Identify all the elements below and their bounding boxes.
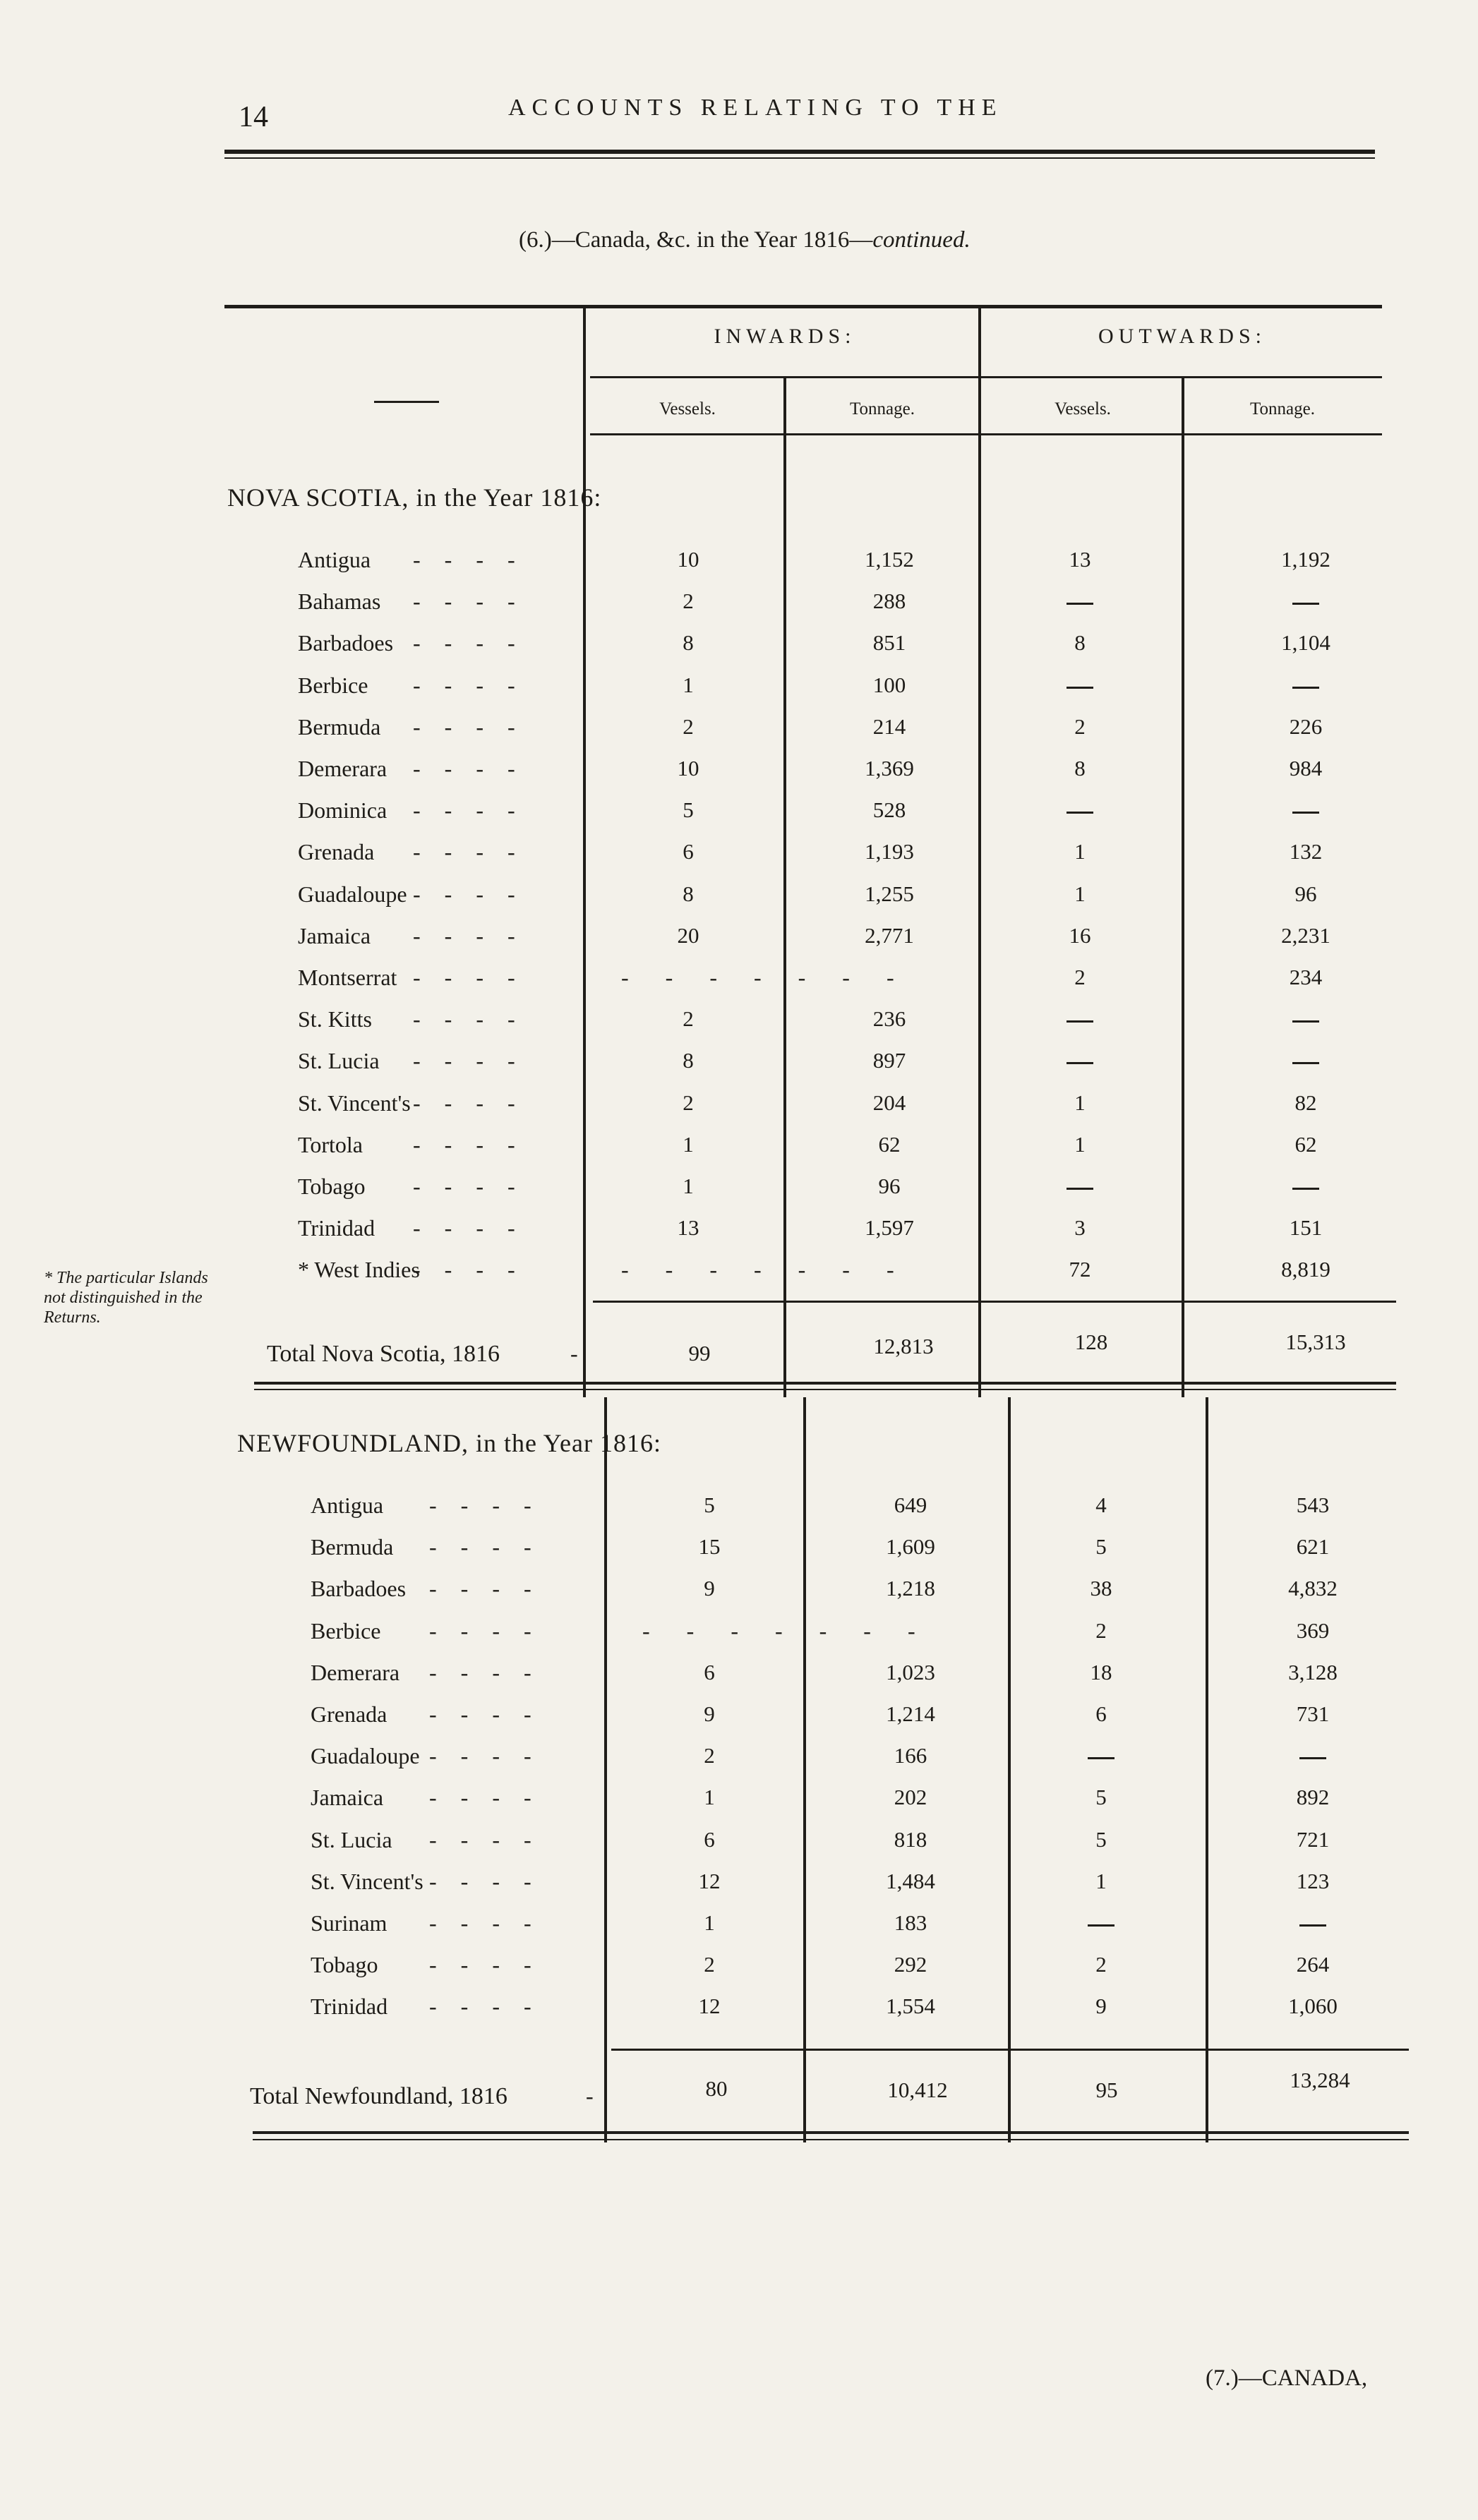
table-cell: 4,832 bbox=[1288, 1576, 1338, 1600]
empty-cell-dash bbox=[1292, 1020, 1319, 1023]
place-name: Antigua bbox=[298, 547, 371, 572]
table-cell: 8 bbox=[683, 881, 694, 906]
inwards-tonnage-header: Tonnage. bbox=[850, 399, 915, 418]
place-name: Bermuda bbox=[311, 1534, 394, 1560]
table-cell: 2 bbox=[683, 1006, 694, 1031]
table-cell: 1,152 bbox=[865, 547, 914, 572]
table-cell: 236 bbox=[872, 1006, 906, 1031]
leader-dots: ---- bbox=[413, 1132, 539, 1157]
column-rule bbox=[1008, 1397, 1011, 2142]
place-name: Berbice bbox=[298, 673, 368, 698]
place-name: Grenada bbox=[298, 839, 375, 864]
leader-dots: ---- bbox=[429, 1493, 555, 1518]
table-cell: 6 bbox=[704, 1660, 715, 1684]
place-name: Tortola bbox=[298, 1132, 363, 1157]
table-cell: 96 bbox=[878, 1174, 901, 1198]
leader-dots: ---- bbox=[413, 756, 539, 781]
nova-scotia-total-rule-bottom bbox=[254, 1382, 1396, 1385]
leader-dots: ---- bbox=[429, 1910, 555, 1936]
table-cell: 1,369 bbox=[865, 756, 914, 780]
newfoundland-total-rule-bottom bbox=[253, 2131, 1409, 2134]
place-name: Demerara bbox=[298, 756, 387, 781]
header-rule-thick bbox=[224, 150, 1375, 154]
place-name: St. Lucia bbox=[298, 1048, 380, 1073]
newfoundland-heading: NEWFOUNDLAND, in the Year 1816: bbox=[237, 1429, 661, 1457]
leader-dots: ---- bbox=[429, 1534, 555, 1560]
place-name: Bahamas bbox=[298, 589, 381, 614]
table-cell: 8 bbox=[683, 630, 694, 655]
table-cell: 214 bbox=[872, 714, 906, 739]
table-cell: 1 bbox=[704, 1910, 715, 1935]
total-cell: 12,813 bbox=[873, 1334, 934, 1358]
table-cell: 2 bbox=[1074, 965, 1086, 989]
table-cell: 621 bbox=[1296, 1534, 1330, 1559]
table-cell: 15 bbox=[698, 1534, 721, 1559]
table-cell: 204 bbox=[872, 1090, 906, 1115]
place-name: Montserrat bbox=[298, 965, 397, 990]
table-cell: 1 bbox=[1074, 881, 1086, 906]
catchword: (7.)—CANADA, bbox=[1206, 2365, 1368, 2391]
empty-cell-dash bbox=[1299, 1924, 1326, 1927]
table-cell: 1 bbox=[1074, 1090, 1086, 1115]
page-number: 14 bbox=[239, 101, 268, 133]
footnote: * The particular Islands not distinguished in the Returns. bbox=[44, 1269, 208, 1327]
table-cell: 2 bbox=[704, 1743, 715, 1768]
total-cell: 128 bbox=[1074, 1330, 1108, 1354]
place-name: Barbadoes bbox=[311, 1576, 407, 1601]
leader-dots: ---- bbox=[413, 673, 539, 698]
table-cell: 20 bbox=[677, 923, 699, 948]
place-name: Berbice bbox=[311, 1618, 381, 1644]
place-name: Demerara bbox=[311, 1660, 400, 1685]
nova-scotia-total-label: Total Nova Scotia, 1816 bbox=[267, 1341, 500, 1367]
table-cell: 100 bbox=[872, 673, 906, 697]
table-cell: 123 bbox=[1296, 1869, 1330, 1893]
table-cell: 226 bbox=[1289, 714, 1323, 739]
table-cell: 16 bbox=[1069, 923, 1091, 948]
newfoundland-total-label: Total Newfoundland, 1816 bbox=[250, 2083, 507, 2109]
table-cell: 2 bbox=[704, 1952, 715, 1977]
leader-dots: ---- bbox=[413, 797, 539, 823]
column-rule bbox=[1206, 1397, 1208, 2142]
table-top-rule bbox=[224, 305, 1382, 308]
table-cell: 2,231 bbox=[1281, 923, 1330, 948]
blank-leader-dots: ------- bbox=[621, 1257, 931, 1282]
table-cell: 132 bbox=[1289, 839, 1323, 864]
leader-dots: - bbox=[570, 1341, 602, 1366]
table-cell: 8 bbox=[1074, 756, 1086, 780]
running-head: ACCOUNTS RELATING TO THE bbox=[508, 95, 1003, 121]
table-cell: 5 bbox=[1095, 1534, 1107, 1559]
table-cell: 72 bbox=[1069, 1257, 1091, 1282]
empty-cell-dash bbox=[1067, 603, 1093, 605]
place-name: Grenada bbox=[311, 1701, 387, 1727]
table-cell: 1 bbox=[683, 1174, 694, 1198]
table-cell: 528 bbox=[872, 797, 906, 822]
empty-cell-dash bbox=[1299, 1757, 1326, 1759]
empty-cell-dash bbox=[1088, 1924, 1114, 1927]
leader-dots: ---- bbox=[429, 1994, 555, 2019]
table-cell: 62 bbox=[878, 1132, 901, 1157]
table-cell: 1 bbox=[1095, 1869, 1107, 1893]
table-cell: 721 bbox=[1296, 1827, 1330, 1852]
table-cell: 3,128 bbox=[1288, 1660, 1338, 1684]
table-cell: 2 bbox=[1095, 1618, 1107, 1643]
table-cell: 1,104 bbox=[1281, 630, 1330, 655]
leader-dots: ---- bbox=[429, 1576, 555, 1601]
table-cell: 292 bbox=[894, 1952, 927, 1977]
empty-cell-dash bbox=[1292, 812, 1319, 814]
leader-dots: ---- bbox=[413, 1215, 539, 1241]
empty-cell-dash bbox=[1292, 687, 1319, 689]
table-cell: 2,771 bbox=[865, 923, 914, 948]
nova-scotia-heading: NOVA SCOTIA, in the Year 1816: bbox=[227, 483, 602, 512]
outwards-group-header: OUTWARDS: bbox=[1098, 325, 1266, 348]
blank-leader-dots: ------- bbox=[621, 965, 931, 990]
table-cell: 6 bbox=[683, 839, 694, 864]
leader-dots: ---- bbox=[429, 1827, 555, 1852]
table-cell: 1 bbox=[683, 673, 694, 697]
leader-dots: ---- bbox=[413, 1174, 539, 1199]
column-rule bbox=[978, 305, 981, 1397]
table-cell: 18 bbox=[1090, 1660, 1112, 1684]
leader-dots: ---- bbox=[413, 839, 539, 864]
total-cell: 99 bbox=[688, 1341, 711, 1365]
column-rule bbox=[803, 1397, 806, 2142]
place-name: St. Vincent's bbox=[298, 1090, 411, 1116]
table-cell: 1,023 bbox=[886, 1660, 935, 1684]
table-cell: 12 bbox=[698, 1869, 721, 1893]
table-cell: 6 bbox=[704, 1827, 715, 1852]
empty-cell-dash bbox=[1292, 1062, 1319, 1064]
table-cell: 897 bbox=[872, 1048, 906, 1073]
table-cell: 1 bbox=[683, 1132, 694, 1157]
table-cell: 892 bbox=[1296, 1785, 1330, 1809]
table-cell: 5 bbox=[683, 797, 694, 822]
leader-dots: ---- bbox=[429, 1785, 555, 1810]
leader-dots: ---- bbox=[413, 1257, 539, 1282]
total-cell: 15,313 bbox=[1285, 1330, 1346, 1354]
empty-cell-dash bbox=[1067, 1188, 1093, 1190]
table-cell: 1,193 bbox=[865, 839, 914, 864]
leader-dots: ---- bbox=[413, 589, 539, 614]
table-cell: 1,218 bbox=[886, 1576, 935, 1600]
table-cell: 851 bbox=[872, 630, 906, 655]
place-name: Tobago bbox=[311, 1952, 378, 1977]
leader-dots: ---- bbox=[413, 630, 539, 656]
column-rule bbox=[604, 1397, 607, 2142]
total-cell: 10,412 bbox=[887, 2078, 948, 2102]
leader-dots: ---- bbox=[429, 1618, 555, 1644]
leader-dots: ---- bbox=[413, 923, 539, 948]
table-cell: 2 bbox=[683, 1090, 694, 1115]
table-cell: 1,060 bbox=[1288, 1994, 1338, 2018]
place-name: Bermuda bbox=[298, 714, 381, 740]
place-name: Antigua bbox=[311, 1493, 384, 1518]
table-cell: 4 bbox=[1095, 1493, 1107, 1517]
table-cell: 3 bbox=[1074, 1215, 1086, 1240]
table-cell: 731 bbox=[1296, 1701, 1330, 1726]
table-cell: 5 bbox=[1095, 1785, 1107, 1809]
table-cell: 12 bbox=[698, 1994, 721, 2018]
table-cell: 369 bbox=[1296, 1618, 1330, 1643]
table-cell: 2 bbox=[683, 714, 694, 739]
newfoundland-total-rule-top bbox=[611, 2049, 1409, 2051]
leader-dots: ---- bbox=[413, 547, 539, 572]
group-header-rule bbox=[590, 376, 1382, 378]
leader-dots: ---- bbox=[413, 714, 539, 740]
table-cell: 183 bbox=[894, 1910, 927, 1935]
place-name: Guadaloupe bbox=[311, 1743, 420, 1768]
inwards-group-header: INWARDS: bbox=[714, 325, 856, 348]
place-name: Tobago bbox=[298, 1174, 366, 1199]
leader-dots: ---- bbox=[429, 1660, 555, 1685]
table-cell: 62 bbox=[1294, 1132, 1317, 1157]
table-cell: 96 bbox=[1294, 881, 1317, 906]
table-cell: 1,597 bbox=[865, 1215, 914, 1240]
column-header-rule bbox=[590, 433, 1382, 435]
column-rule bbox=[783, 378, 786, 1397]
nova-scotia-total-rule-top bbox=[593, 1301, 1396, 1303]
place-name: Trinidad bbox=[298, 1215, 375, 1241]
table-cell: 38 bbox=[1090, 1576, 1112, 1600]
table-cell: 2 bbox=[1074, 714, 1086, 739]
place-name: Guadaloupe bbox=[298, 881, 407, 907]
place-name: Dominica bbox=[298, 797, 387, 823]
table-cell: 1,214 bbox=[886, 1701, 935, 1726]
place-name: St. Lucia bbox=[311, 1827, 392, 1852]
table-cell: 543 bbox=[1296, 1493, 1330, 1517]
place-name: Jamaica bbox=[298, 923, 371, 948]
table-cell: 8 bbox=[1074, 630, 1086, 655]
empty-cell-dash bbox=[1067, 812, 1093, 814]
table-cell: 1 bbox=[704, 1785, 715, 1809]
table-cell: 288 bbox=[872, 589, 906, 613]
column-rule bbox=[583, 305, 586, 1397]
table-cell: 234 bbox=[1289, 965, 1323, 989]
newfoundland-total-rule-bottom-thin bbox=[253, 2139, 1409, 2140]
leader-dots: - bbox=[586, 2083, 618, 2109]
table-cell: 2 bbox=[1095, 1952, 1107, 1977]
table-cell: 9 bbox=[1095, 1994, 1107, 2018]
table-cell: 1,255 bbox=[865, 881, 914, 906]
place-name: Barbadoes bbox=[298, 630, 394, 656]
table-cell: 1,609 bbox=[886, 1534, 935, 1559]
nova-scotia-total-rule-bottom-thin bbox=[254, 1389, 1396, 1390]
table-cell: 10 bbox=[677, 547, 699, 572]
table-cell: 82 bbox=[1294, 1090, 1317, 1115]
place-name: * West Indies bbox=[298, 1257, 420, 1282]
empty-cell-dash bbox=[1067, 1062, 1093, 1064]
place-name: St. Kitts bbox=[298, 1006, 372, 1032]
place-name: Jamaica bbox=[311, 1785, 384, 1810]
table-cell: 5 bbox=[704, 1493, 715, 1517]
outwards-tonnage-header: Tonnage. bbox=[1250, 399, 1315, 418]
table-cell: 202 bbox=[894, 1785, 927, 1809]
column-rule bbox=[1182, 378, 1184, 1397]
table-cell: 818 bbox=[894, 1827, 927, 1852]
total-cell: 13,284 bbox=[1290, 2068, 1350, 2092]
empty-cell-dash bbox=[1088, 1757, 1114, 1759]
table-cell: 2 bbox=[683, 589, 694, 613]
total-cell: 95 bbox=[1095, 2078, 1118, 2102]
table-cell: 13 bbox=[677, 1215, 699, 1240]
table-cell: 264 bbox=[1296, 1952, 1330, 1977]
empty-cell-dash bbox=[1292, 1188, 1319, 1190]
leader-dots: ---- bbox=[429, 1701, 555, 1727]
table-cell: 984 bbox=[1289, 756, 1323, 780]
total-cell: 80 bbox=[705, 2076, 728, 2101]
place-name: St. Vincent's bbox=[311, 1869, 423, 1894]
leader-dots: ---- bbox=[413, 1090, 539, 1116]
table-cell: 166 bbox=[894, 1743, 927, 1768]
table-cell: 1,192 bbox=[1281, 547, 1330, 572]
place-name: Trinidad bbox=[311, 1994, 388, 2019]
table-cell: 5 bbox=[1095, 1827, 1107, 1852]
table-cell: 10 bbox=[677, 756, 699, 780]
inwards-vessels-header: Vessels. bbox=[659, 399, 716, 418]
place-name: Surinam bbox=[311, 1910, 387, 1936]
table-cell: 13 bbox=[1069, 547, 1091, 572]
table-cell: 649 bbox=[894, 1493, 927, 1517]
empty-cell-dash bbox=[1067, 687, 1093, 689]
table-cell: 8,819 bbox=[1281, 1257, 1330, 1282]
leader-dots: ---- bbox=[413, 1006, 539, 1032]
section-title: (6.)—Canada, &c. in the Year 1816—continued. bbox=[519, 227, 971, 253]
leader-dots: ---- bbox=[413, 881, 539, 907]
table-cell: 1,554 bbox=[886, 1994, 935, 2018]
table-cell: 8 bbox=[683, 1048, 694, 1073]
table-cell: 9 bbox=[704, 1701, 715, 1726]
table-cell: 1,484 bbox=[886, 1869, 935, 1893]
table-cell: 9 bbox=[704, 1576, 715, 1600]
leader-dots: ---- bbox=[413, 965, 539, 990]
leader-dots: ---- bbox=[429, 1952, 555, 1977]
table-cell: 1 bbox=[1074, 1132, 1086, 1157]
header-dash bbox=[374, 401, 439, 403]
table-cell: 1 bbox=[1074, 839, 1086, 864]
leader-dots: ---- bbox=[413, 1048, 539, 1073]
leader-dots: ---- bbox=[429, 1743, 555, 1768]
leader-dots: ---- bbox=[429, 1869, 555, 1894]
outwards-vessels-header: Vessels. bbox=[1055, 399, 1111, 418]
empty-cell-dash bbox=[1067, 1020, 1093, 1023]
table-cell: 151 bbox=[1289, 1215, 1323, 1240]
table-cell: 6 bbox=[1095, 1701, 1107, 1726]
empty-cell-dash bbox=[1292, 603, 1319, 605]
header-rule-thin bbox=[224, 157, 1375, 159]
blank-leader-dots: ------- bbox=[642, 1618, 952, 1644]
